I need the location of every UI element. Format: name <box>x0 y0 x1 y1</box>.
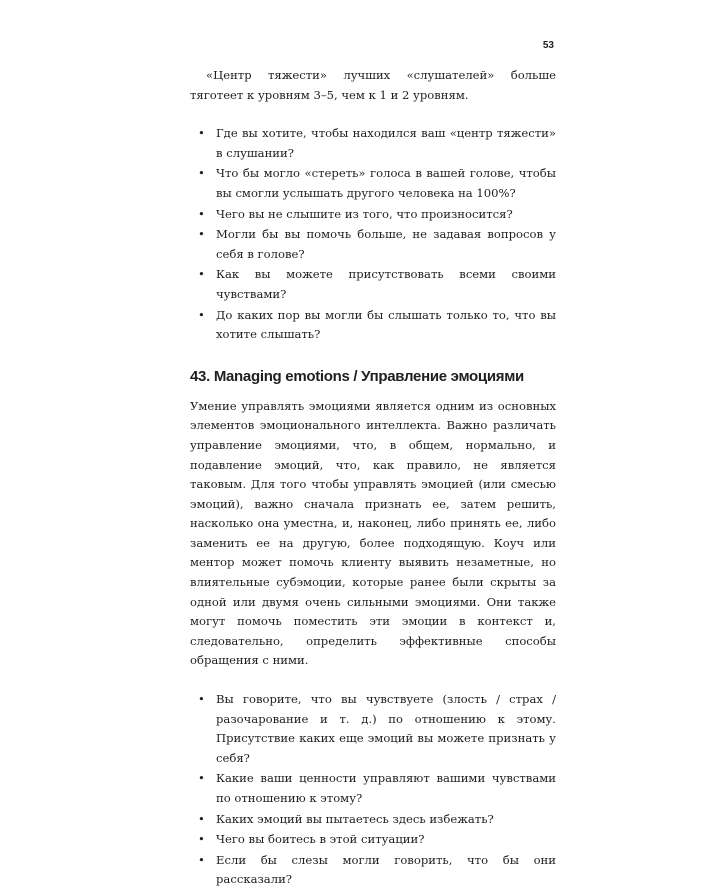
list-item: • Что бы могло «стереть» голоса в вашей голове, чтобы вы смогли услышать другого человека на 100%? <box>190 164 556 203</box>
list-item: • Каких эмоций вы пытаетесь здесь избежать? <box>190 810 556 830</box>
list-item: • Вы говорите, что вы чувствуете (злость / страх / разочарование и т. д.) по отношению к этому. Присутствие каких еще эмоций вы можете признать у себя? <box>190 690 556 768</box>
list-item: • До каких пор вы могли бы слышать только то, что вы хотите слышать? <box>190 306 556 345</box>
list-item: • Чего вы не слышите из того, что произносится? <box>190 205 556 225</box>
section-heading: 43. Managing emotions / Управление эмоциями <box>190 367 524 385</box>
list-item: • Как вы можете присутствовать всеми своими чувствами? <box>190 265 556 304</box>
body-paragraph: Умение управлять эмоциями является одним из основных элементов эмоционального интеллекта. Важно различать управление эмоциями, что, в общем, нормально, и подавление эмоций, что, как правило, не является таковым. Для того чтобы управлять эмоцией (или смесью эмоций), важно сначала признать ее, затем решить, насколько она уместна, и, наконец, либо принять ее, либо заменить ее на другую, более подходящую. Коуч или ментор может помочь клиенту выявить незаметные, но влиятельные субэмоции, которые ранее были скрыты за одной или двумя очень сильными эмоциями. Они также могут помочь поместить эти эмоции в контекст и, следовательно, определить эффективные способы обращения с ними. <box>190 398 556 668</box>
question-list-listening <box>190 124 556 345</box>
question-list-emotions <box>190 690 556 890</box>
list-item: • Чего вы боитесь в этой ситуации? <box>190 830 556 850</box>
page-number: 53 <box>542 40 554 51</box>
page-content <box>190 66 556 891</box>
list-item: • Какие ваши ценности управляют вашими чувствами по отношению к этому? <box>190 769 556 808</box>
list-item: • Если бы слезы могли говорить, что бы они рассказали? <box>190 851 556 890</box>
intro-paragraph: «Центр тяжести» лучших «слушателей» больше тяготеет к уровням 3–5, чем к 1 и 2 уровням. <box>190 68 556 102</box>
list-item: • Где вы хотите, чтобы находился ваш «центр тяжести» в слушании? <box>190 124 556 163</box>
list-item: • Могли бы вы помочь больше, не задавая вопросов у себя в голове? <box>190 225 556 264</box>
